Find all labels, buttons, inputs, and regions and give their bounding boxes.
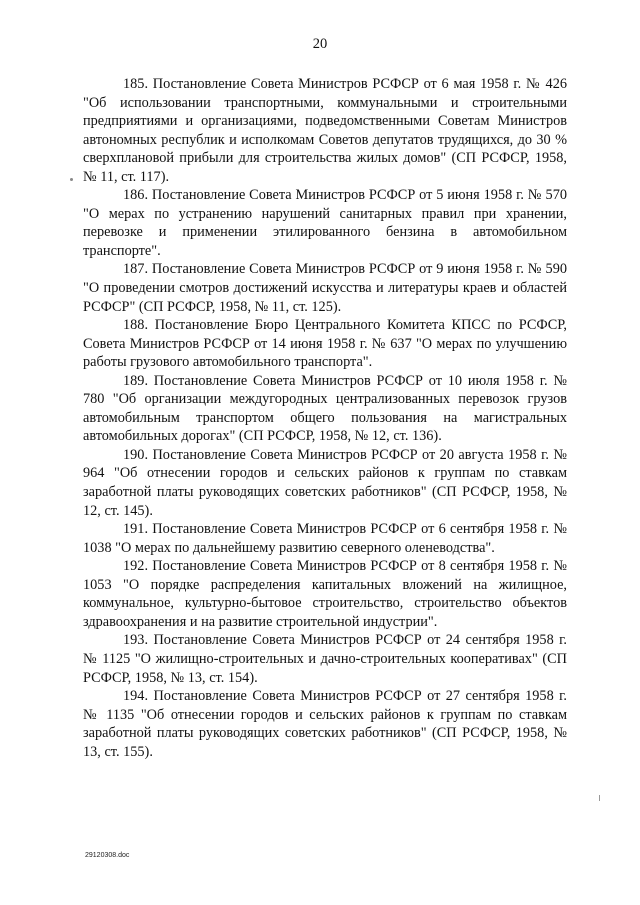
list-item: 190. Постановление Совета Министров РСФСР от 20 августа 1958 г. № 964 "Об отнесении городов и сельских районов к группам по ставкам заработной платы руководящих советских работников" (СП РСФСР, 1958, № 12, ст. 145). <box>83 446 567 519</box>
list-item: 187. Постановление Совета Министров РСФСР от 9 июня 1958 г. № 590 "О проведении смотров достижений искусства и литературы краев и областей РСФСР" (СП РСФСР, 1958, № 11, ст. 125). <box>83 261 567 315</box>
list-item: 186. Постановление Совета Министров РСФСР от 5 июня 1958 г. № 570 "О мерах по устранению нарушений санитарных правил при хранении, перевозке и применении этилированного бензина в автомобильном транспорте". <box>83 187 567 259</box>
list-item: 188. Постановление Бюро Центрального Комитета КПСС по РСФСР, Совета Министров РСФСР от 14 июня 1958 г. № 637 "О мерах по улучшению работы грузового автомобильного транспорта". <box>83 317 567 371</box>
document-body <box>83 75 567 761</box>
corner-tick-mark <box>599 795 600 801</box>
list-item: 192. Постановление Совета Министров РСФСР от 8 сентября 1958 г. № 1053 "О порядке распределения капитальных вложений на жилищное, коммунальное, культурно-бытовое строительство, строительство объектов здравоохранения и на развитие строительной индустрии". <box>83 558 567 630</box>
list-item: 191. Постановление Совета Министров РСФСР от 6 сентября 1958 г. № 1038 "О мерах по дальнейшему развитию северного оленеводства". <box>83 521 567 556</box>
page-number: 20 <box>312 36 328 52</box>
footer-filename: 29120308.doc <box>85 852 130 859</box>
list-item: 194. Постановление Совета Министров РСФСР от 27 сентября 1958 г. № 1135 "Об отнесении городов и сельских районов к группам по ставкам заработной платы руководящих советских работников" (СП РСФСР, 1958, № 13, ст. 155). <box>83 688 567 760</box>
list-item: 193. Постановление Совета Министров РСФСР от 24 сентября 1958 г. № 1125 "О жилищно-строительных и дачно-строительных кооперативах" (СП РСФСР, 1958, № 13, ст. 154). <box>83 632 567 686</box>
margin-dot-mark <box>70 178 73 181</box>
list-item: 189. Постановление Совета Министров РСФСР от 10 июля 1958 г. № 780 "Об организации междугородных централизованных перевозок грузов автомобильным транспортом общего пользования на магистральных автомобильных дорогах" (СП РСФСР, 1958, № 12, ст. 136). <box>83 372 567 445</box>
list-item: 185. Постановление Совета Министров РСФСР от 6 мая 1958 г. № 426 "Об использовании транспортными, коммунальными и строительными предприятиями и организациями, подведомственными Советам Министров автономных республик и исполкомам Советов депутатов трудящихся, до 30 % сверхплановой прибыли для строительства жилых домов" (СП РСФСР, 1958, № 11, ст. 117). <box>83 76 567 185</box>
